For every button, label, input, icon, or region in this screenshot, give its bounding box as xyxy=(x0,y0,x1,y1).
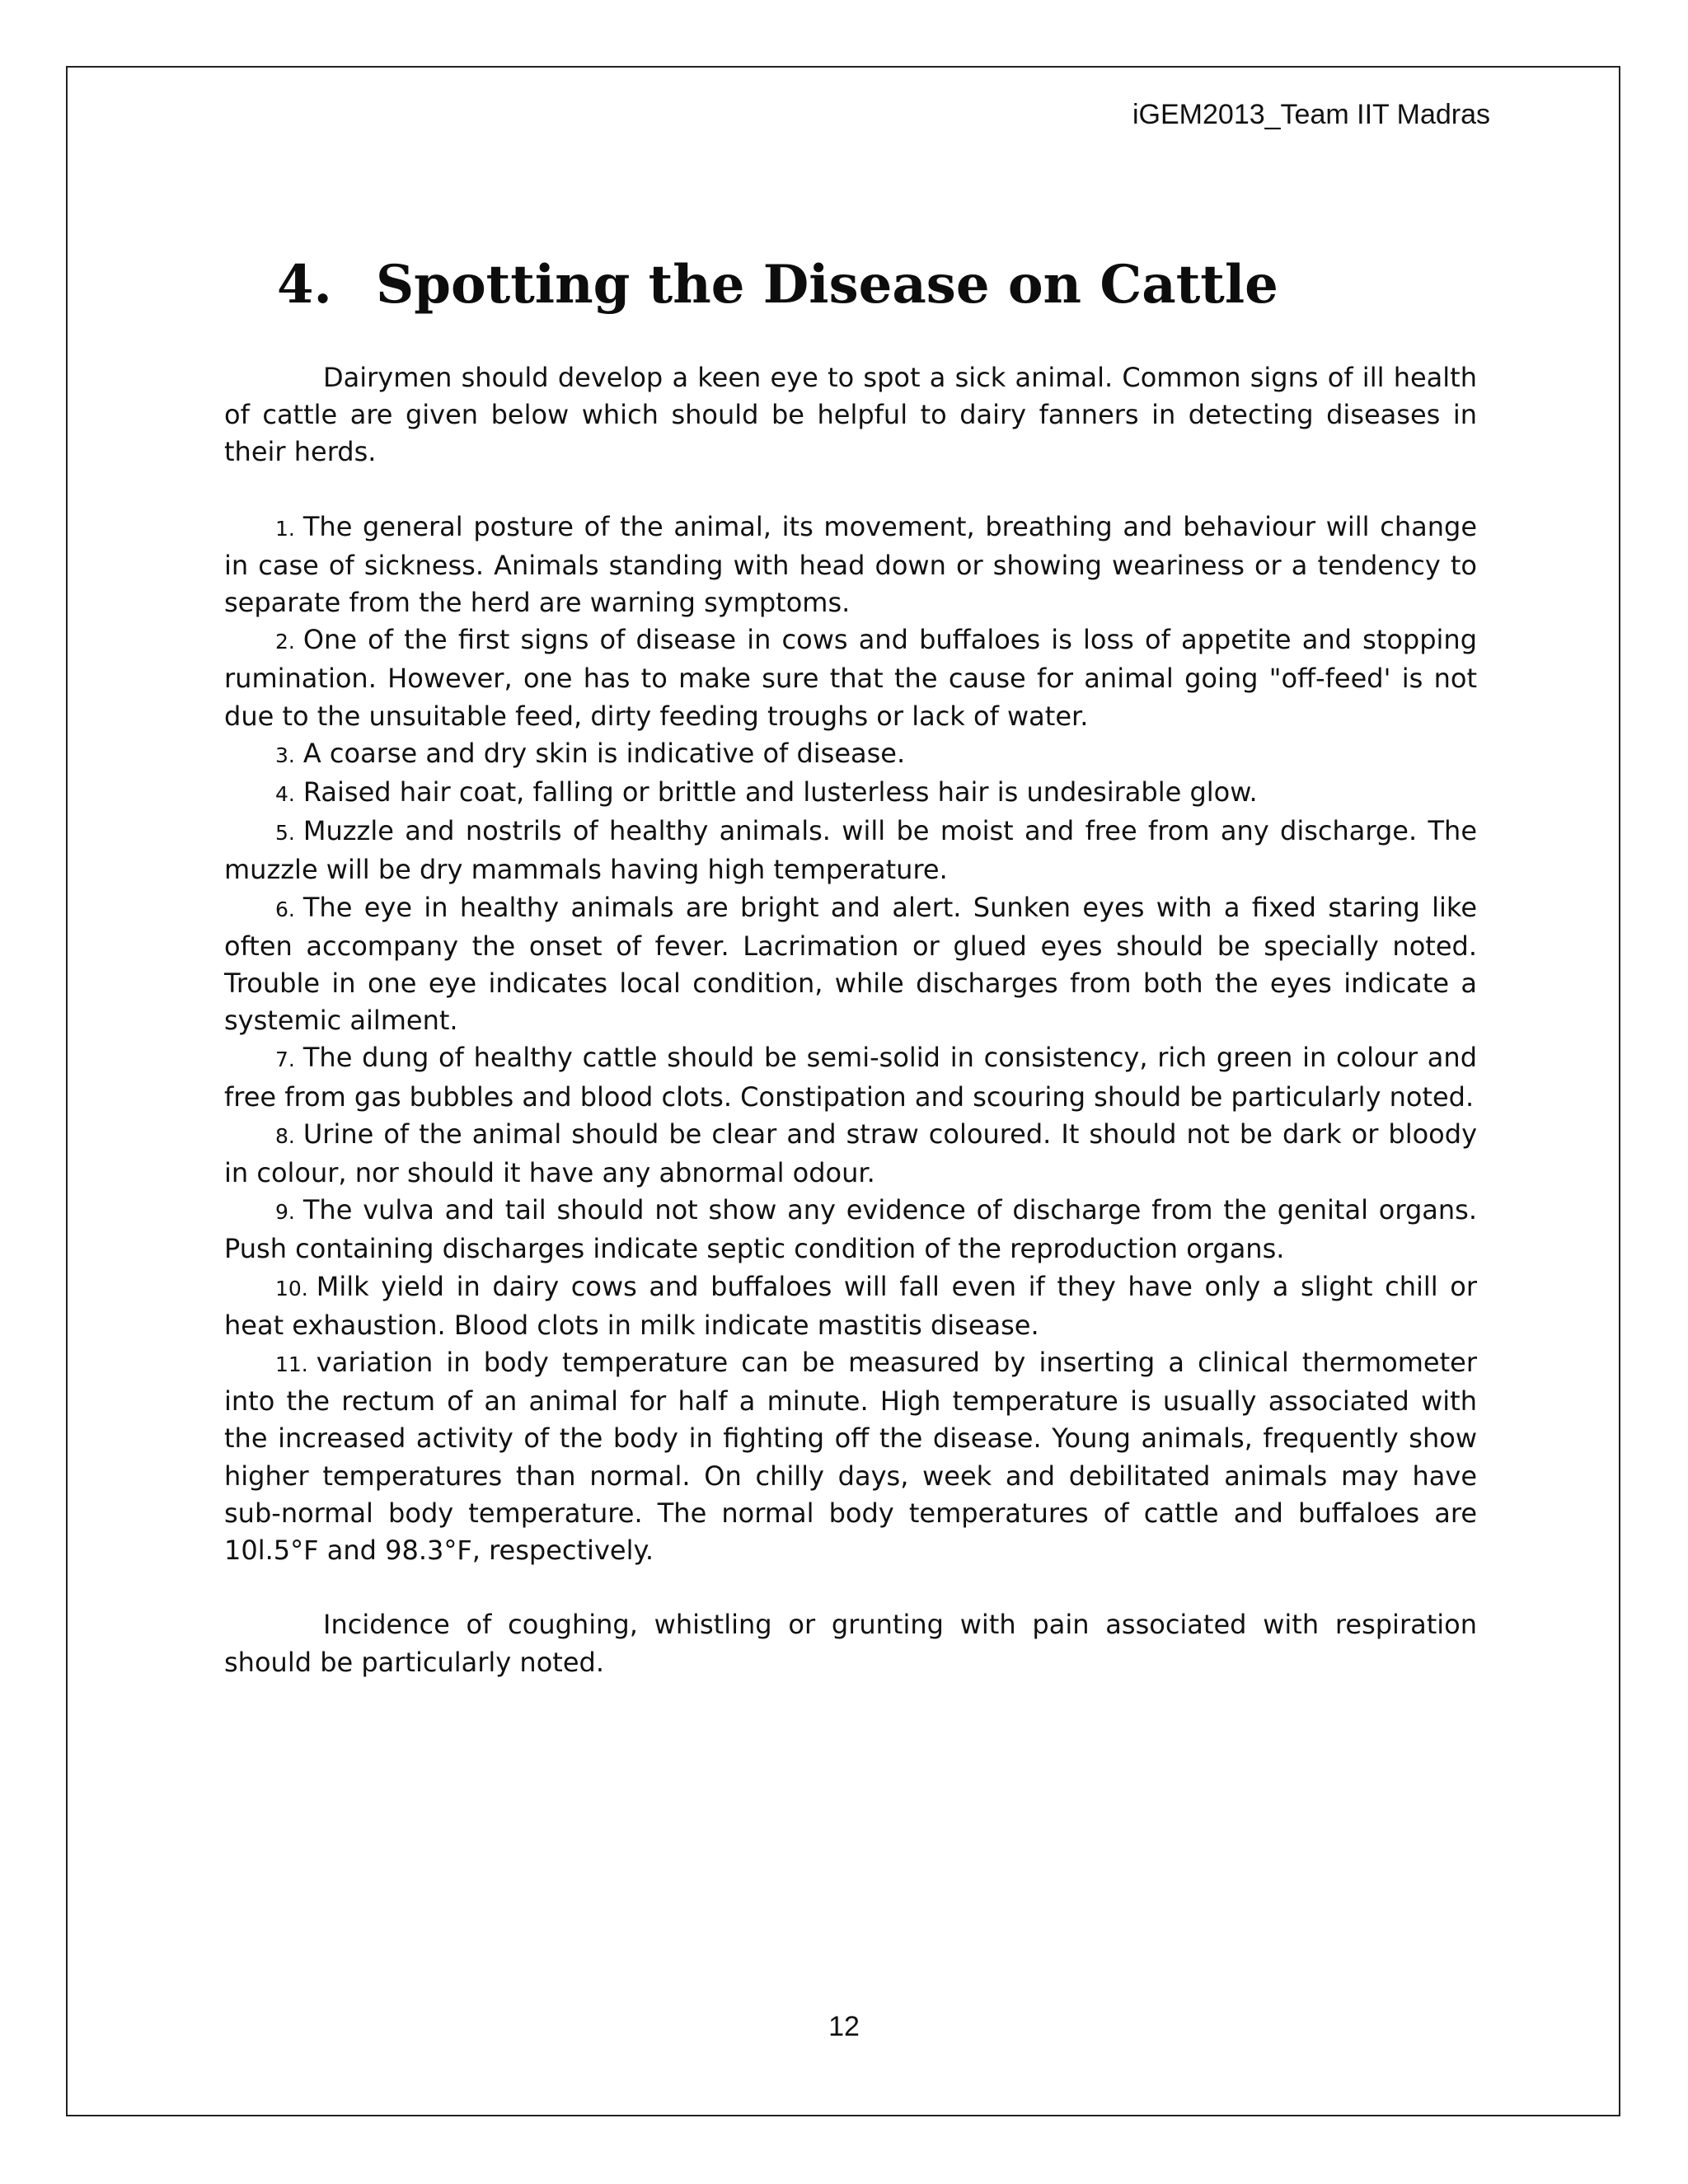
intro-paragraph: Dairymen should develop a keen eye to spot a sick animal. Common signs of ill health of cattle are given below which should be helpful to dairy fanners in detecting diseases in their herds. xyxy=(224,362,1477,468)
item-number: 2. xyxy=(275,630,295,654)
section-heading xyxy=(277,254,1278,316)
item-number: 1. xyxy=(275,516,295,541)
item-text: The dung of healthy cattle should be semi-solid in consistency, rich green in colour and free from gas bubbles and blood clots. Constipation and scouring should be particularly noted. xyxy=(224,1042,1477,1113)
page-header: iGEM2013_Team IIT Madras xyxy=(1132,99,1490,130)
item-number: 3. xyxy=(275,743,295,767)
item-text: Milk yield in dairy cows and buffaloes will fall even if they have only a slight chill or heat exhaustion. Blood clots in milk indicate mastitis disease. xyxy=(224,1270,1477,1341)
item-number: 9. xyxy=(275,1200,295,1225)
list-item xyxy=(224,1192,1477,1268)
item-text: Raised hair coat, falling or brittle and lusterless hair is undesirable glow. xyxy=(302,776,1258,808)
document-body xyxy=(224,359,1477,1681)
item-number: 8. xyxy=(275,1123,295,1148)
list-item xyxy=(224,1039,1477,1115)
item-number: 5. xyxy=(275,821,295,846)
symptom-list xyxy=(224,509,1477,1570)
page-number: 12 xyxy=(828,2011,860,2042)
item-text: The general posture of the animal, its movement, breathing and behaviour will change in case of sickness. Animals standing with head down or showing weariness or a tendency to separate from the herd are warning symptoms. xyxy=(224,510,1477,619)
item-text: Urine of the animal should be clear and straw coloured. It should not be dark or bloody in colour, nor should it have any abnormal odour. xyxy=(224,1118,1477,1189)
item-text: A coarse and dry skin is indicative of disease. xyxy=(302,737,906,769)
item-text: Muzzle and nostrils of healthy animals. will be moist and free from any discharge. The muzzle will be dry mammals having high temperature. xyxy=(224,815,1477,886)
list-item xyxy=(224,1344,1477,1569)
item-number: 6. xyxy=(275,897,295,921)
item-number: 7. xyxy=(275,1047,295,1072)
list-item xyxy=(224,1268,1477,1344)
list-item xyxy=(224,1116,1477,1192)
list-item xyxy=(224,735,1477,774)
item-text: variation in body temperature can be measured by inserting a clinical thermometer into the rectum of an animal for half a minute. High temperature is usually associated with the increased activity of the body in fighting off the disease. Young animals, frequently show higher temperatures than normal. On chilly days, week and debilitated animals may have sub-normal body temperature. The normal body temperatures of cattle and buffaloes are 10l.5°F and 98.3°F, respectively. xyxy=(224,1347,1477,1567)
item-text: One of the first signs of disease in cows and buffaloes is loss of appetite and stopping rumination. However, one has to make sure that the cause for animal going "off-feed' is not due to the unsuitable feed, dirty feeding troughs or lack of water. xyxy=(224,624,1477,732)
item-number: 4. xyxy=(275,782,295,807)
item-number: 11. xyxy=(275,1352,308,1377)
section-title: Spotting the Disease on Cattle xyxy=(376,254,1278,316)
section-number: 4. xyxy=(277,254,332,316)
closing-paragraph: Incidence of coughing, whistling or grunting with pain associated with respiration should be particularly noted. xyxy=(224,1609,1477,1678)
list-item xyxy=(224,621,1477,735)
item-text: The eye in healthy animals are bright and alert. Sunken eyes with a fixed staring like often accompany the onset of fever. Lacrimation or glued eyes should be specially noted. Trouble in one eye indicates local condition, while discharges from both the eyes indicate a systemic ailment. xyxy=(224,891,1477,1037)
list-item xyxy=(224,889,1477,1040)
list-item xyxy=(224,774,1477,813)
item-number: 10. xyxy=(275,1276,308,1301)
list-item xyxy=(224,509,1477,622)
item-text: The vulva and tail should not show any evidence of discharge from the genital organs. Push containing discharges indicate septic condition of the reproduction organs. xyxy=(224,1194,1477,1265)
list-item xyxy=(224,813,1477,888)
